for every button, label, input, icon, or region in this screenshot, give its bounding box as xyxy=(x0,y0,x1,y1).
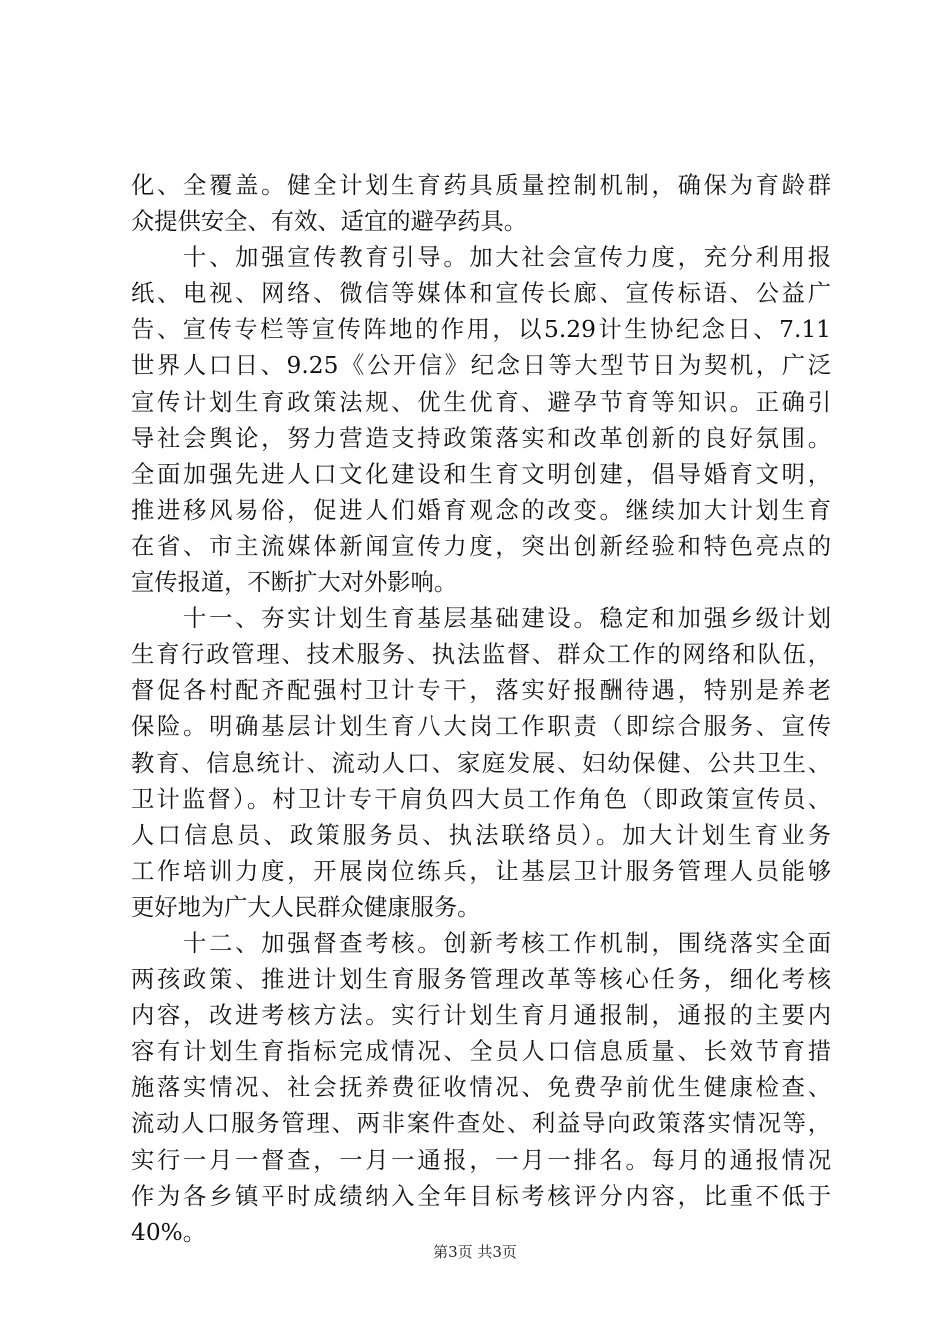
text-line: 督促各村配齐配强村卫计专干，落实好报酬待遇，特别是养老 xyxy=(131,677,831,705)
text-line: 内容，改进考核方法。实行计划生育月通报制，通报的主要内 xyxy=(131,1002,831,1030)
text-line: 人口信息员、政策服务员、执法联络员）。加大计划生育业务 xyxy=(131,821,831,849)
text-line: 实行一月一督查，一月一通报，一月一排名。每月的通报情况 xyxy=(131,1146,831,1174)
text-line: 十二、加强督查考核。创新考核工作机制，围绕落实全面 xyxy=(131,929,831,957)
text-line: 在省、市主流媒体新闻宣传力度，突出创新经验和特色亮点的 xyxy=(131,532,831,560)
text-line: 教育、信息统计、流动人口、家庭发展、妇幼保健、公共卫生、 xyxy=(131,749,831,777)
text-line: 纸、电视、网络、微信等媒体和宣传长廊、宣传标语、公益广 xyxy=(131,280,831,308)
text-line: 世界人口日、9.25《公开信》纪念日等大型节日为契机，广泛 xyxy=(131,352,831,380)
text-line: 两孩政策、推进计划生育服务管理改革等核心任务，细化考核 xyxy=(131,966,831,994)
text-line: 作为各乡镇平时成绩纳入全年目标考核评分内容，比重不低于 xyxy=(131,1182,831,1210)
text-line: 十、加强宣传教育引导。加大社会宣传力度，充分利用报 xyxy=(131,244,831,272)
text-line: 全面加强先进人口文化建设和生育文明创建，倡导婚育文明， xyxy=(131,460,831,488)
text-line: 化、全覆盖。健全计划生育药具质量控制机制，确保为育龄群 xyxy=(131,172,831,199)
text-line: 告、宣传专栏等宣传阵地的作用，以5.29计生协纪念日、7.11 xyxy=(131,316,831,344)
text-line: 导社会舆论，努力营造支持政策落实和改革创新的良好氛围。 xyxy=(131,424,831,452)
text-line: 卫计监督）。村卫计专干肩负四大员工作角色（即政策宣传员、 xyxy=(131,785,831,813)
text-line: 十一、夯实计划生育基层基础建设。稳定和加强乡级计划 xyxy=(131,605,831,633)
text-line: 流动人口服务管理、两非案件查处、利益导向政策落实情况等， xyxy=(131,1110,831,1138)
document-body xyxy=(131,168,831,1251)
text-line: 生育行政管理、技术服务、执法监督、群众工作的网络和队伍， xyxy=(131,641,831,669)
text-line: 更好地为广大人民群众健康服务。 xyxy=(131,893,481,921)
text-line: 容有计划生育指标完成情况、全员人口信息质量、长效节育措 xyxy=(131,1038,831,1066)
text-line: 众提供安全、有效、适宜的避孕药具。 xyxy=(131,208,528,236)
text-line: 宣传报道，不断扩大对外影响。 xyxy=(131,569,458,597)
text-line: 40%。 xyxy=(131,1218,207,1246)
text-line: 施落实情况、社会抚养费征收情况、免费孕前优生健康检查、 xyxy=(131,1074,831,1102)
text-line: 宣传计划生育政策法规、优生优育、避孕节育等知识。正确引 xyxy=(131,388,831,416)
text-line: 保险。明确基层计划生育八大岗工作职责（即综合服务、宣传 xyxy=(131,713,831,741)
page-number-footer: 第3页 共3页 xyxy=(433,1243,517,1261)
text-line: 推进移风易俗，促进人们婚育观念的改变。继续加大计划生育 xyxy=(131,496,831,524)
text-line: 工作培训力度，开展岗位练兵，让基层卫计服务管理人员能够 xyxy=(131,857,831,885)
